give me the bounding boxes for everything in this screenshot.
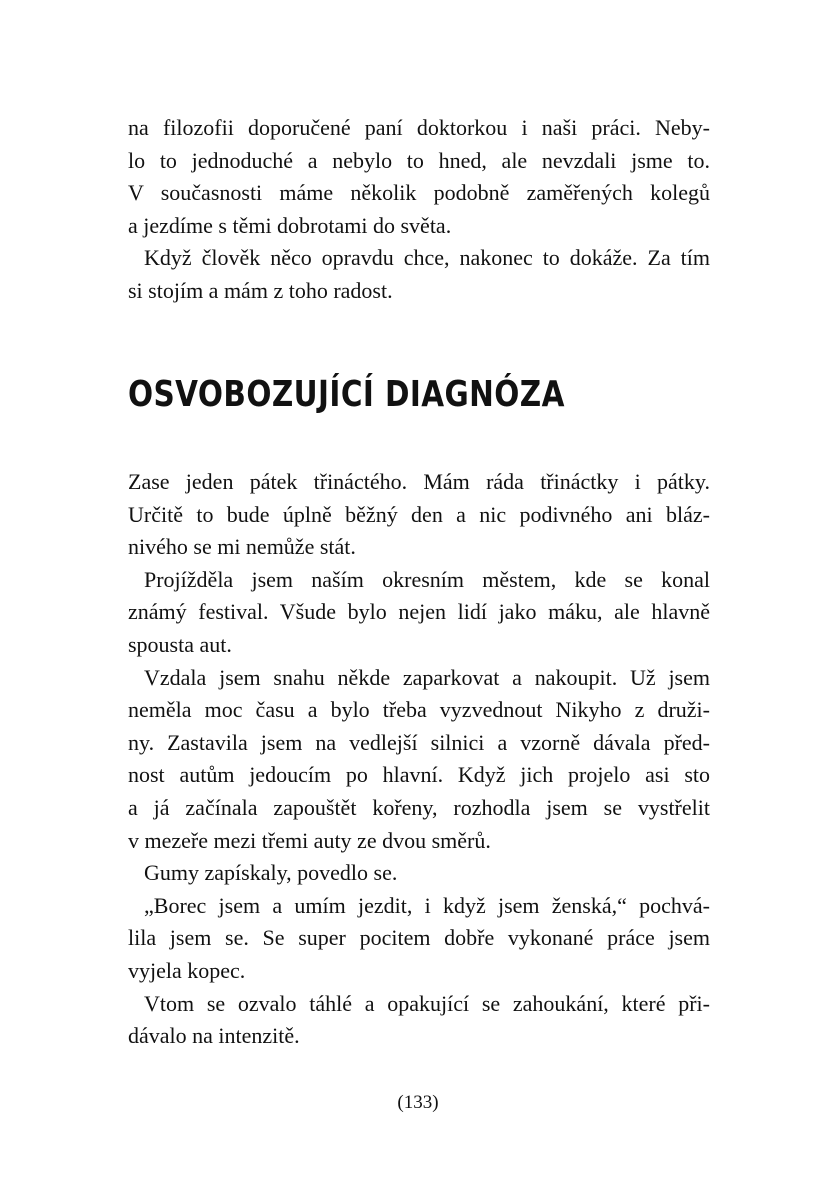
text-line: neměla moc času a bylo třeba vyzvednout Nikyho z druži-	[128, 697, 710, 723]
paragraph	[128, 662, 710, 858]
text-line: vyjela kopec.	[128, 957, 246, 983]
text-line: lila jsem se. Se super pocitem dobře vykonané práce jsem	[128, 925, 710, 951]
text-line: v mezeře mezi třemi auty ze dvou směrů.	[128, 827, 491, 853]
text-line: Gumy zapískaly, povedlo se.	[144, 860, 398, 886]
text-line: spousta aut.	[128, 631, 232, 657]
text-line: lo to jednoduché a nebylo to hned, ale nevzdali jsme to.	[128, 147, 710, 173]
text-line: Vtom se ozvalo táhlé a opakující se zahoukání, které při-	[144, 990, 710, 1016]
text-line: známý festival. Všude bylo nejen lidí jako máku, ale hlavně	[128, 599, 710, 625]
text-line: ny. Zastavila jsem na vedlejší silnici a vzorně dávala před-	[128, 729, 710, 755]
text-line: Zase jeden pátek třináctého. Mám ráda třináctky i pátky.	[128, 469, 710, 494]
text-line: a já začínala zapouštět kořeny, rozhodla jsem se vystřelit	[128, 794, 710, 820]
chapter-heading: OSVOBOZUJÍCÍ DIAGNÓZA	[128, 374, 565, 415]
top-text-block	[128, 112, 710, 308]
text-line: nivého se mi nemůže stát.	[128, 534, 356, 560]
paragraph	[128, 242, 710, 307]
paragraph	[128, 890, 710, 988]
paragraph	[128, 988, 710, 1053]
paragraph	[128, 466, 710, 564]
text-line: „Borec jsem a umím jezdit, i když jsem ženská,“ pochvá-	[144, 892, 710, 918]
text-line: nost autům jedoucím po hlavní. Když jich projelo asi sto	[128, 762, 710, 788]
text-line: Když člověk něco opravdu chce, nakonec to dokáže. Za tím	[144, 245, 710, 271]
page-number: (133)	[397, 1092, 439, 1113]
paragraph	[128, 857, 710, 890]
text-line: a jezdíme s těmi dobrotami do světa.	[128, 212, 452, 238]
text-line: dávalo na intenzitě.	[128, 1023, 300, 1049]
text-line: na filozofii doporučené paní doktorkou i naši práci. Neby-	[128, 115, 710, 140]
text-line: V současnosti máme několik podobně zaměřených kolegů	[128, 180, 710, 206]
chapter-text-block	[128, 466, 710, 1053]
paragraph	[128, 112, 710, 242]
text-line: Určitě to bude úplně běžný den a nic podivného ani bláz-	[128, 501, 710, 527]
text-line: si stojím a mám z toho radost.	[128, 277, 393, 303]
text-line: Projížděla jsem naším okresním městem, kde se konal	[144, 566, 710, 592]
paragraph	[128, 564, 710, 662]
text-line: Vzdala jsem snahu někde zaparkovat a nakoupit. Už jsem	[144, 664, 710, 690]
